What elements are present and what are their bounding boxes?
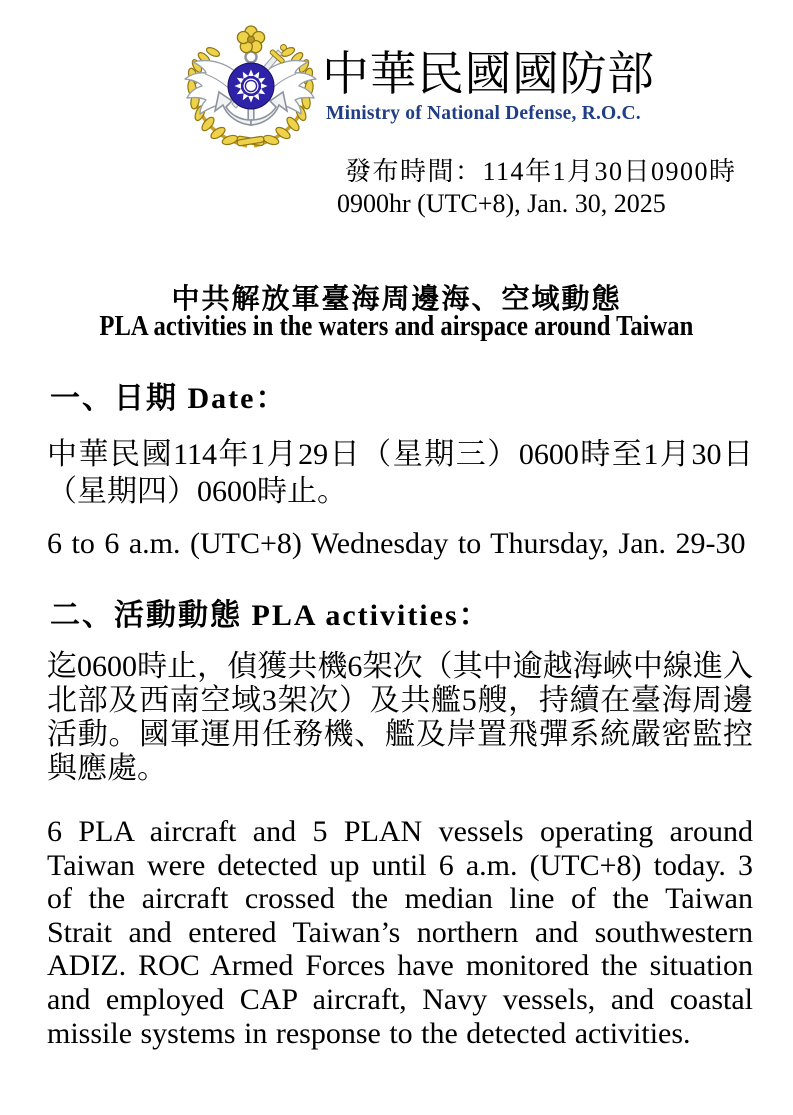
org-name-en: Ministry of National Defense, R.O.C. xyxy=(326,103,641,124)
document-title-en-text: PLA activities in the waters and airspace around Taiwan xyxy=(99,310,694,342)
document-title-en xyxy=(0,310,793,343)
section-2-heading: 二、活動動態 PLA activities： xyxy=(50,599,491,632)
org-name-zh: 中華民國國防部 xyxy=(322,49,655,101)
section-1-body-en: 6 to 6 a.m. (UTC+8) Wednesday to Thursday, Jan. 29-30 xyxy=(47,527,746,560)
section-1-heading: 一、日期 Date： xyxy=(50,382,288,415)
release-time xyxy=(337,156,737,220)
section-2-body-en: 6 PLA aircraft and 5 PLAN vessels operating around Taiwan were detected up until 6 a.m. (UTC+8) today. 3 of the aircraft crossed the median line of the Taiwan Strait and entered Taiwan’s northern and southwestern ADIZ. ROC Armed Forces have monitored the situation and employed CAP aircraft, Navy vessels, and coastal missile systems in response to the detected activities. xyxy=(47,815,753,1050)
mnd-roc-emblem-icon xyxy=(181,24,320,150)
document-title-zh: 中共解放軍臺海周邊海、空域動態 xyxy=(171,284,622,315)
release-time-zh: 發布時間：114年1月30日0900時 xyxy=(345,157,737,186)
section-2-body-zh: 迄0600時止，偵獲共機6架次（其中逾越海峽中線進入北部及西南空域3架次）及共艦5艘，持續在臺海周邊活動。國軍運用任務機、艦及岸置飛彈系統嚴密監控與應處。 xyxy=(47,650,753,785)
section-1-body-zh: 中華民國114年1月29日（星期三）0600時至1月30日（星期四）0600時止。 xyxy=(47,438,753,508)
release-time-en: 0900hr (UTC+8), Jan. 30, 2025 xyxy=(337,189,666,218)
